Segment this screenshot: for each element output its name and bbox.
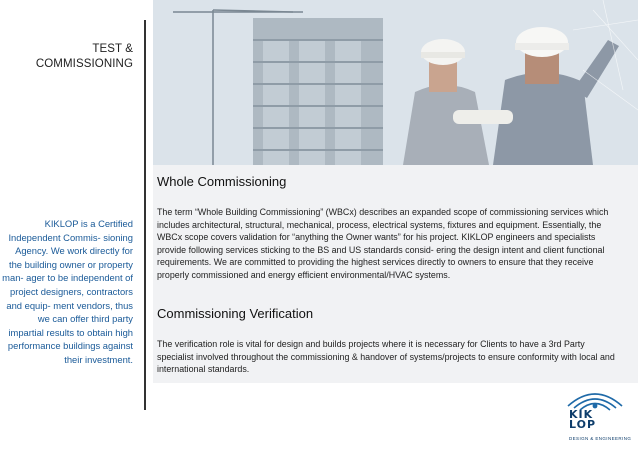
- hero-photo: [153, 0, 638, 165]
- logo-wordmark: [569, 410, 596, 430]
- vertical-divider: [144, 20, 146, 410]
- section-heading-commissioning-verification: Commissioning Verification: [157, 306, 314, 321]
- logo-tagline: DESIGN & ENGINEERING: [569, 436, 632, 441]
- section-body-whole-commissioning: The term “Whole Building Commissioning” (WBCx) describes an expanded scope of commissioning services which includes architectural, structural, mechanical, process, electrical systems, fixtures and equipment. Essentially, the WBCx scope covers validation for “anything the Owner wants” for his project. KIKLOP engineers and specialists provide following services sticking to the BS and US standards consid- ering the design intent and client functional requirements. We are committed to providing the highest services directly to owners to ensure that they receive properly commissioned and energy efficient environmental/HVAC systems.: [157, 207, 609, 280]
- section-title-line1: TEST &: [92, 43, 133, 55]
- construction-engineers-photo-icon: [153, 0, 638, 165]
- section-title: [0, 42, 133, 72]
- logo-wordmark-line2: LOP: [569, 418, 597, 431]
- section-title-line2: COMMISSIONING: [35, 58, 133, 70]
- section-heading-whole-commissioning: Whole Commissioning: [157, 174, 287, 189]
- sidebar-note: KIKLOP is a Certified Independent Commis- sioning Agency. We work directly for the building owner or property man- ager to be independent of project designers, contractors and equip- ment vendors, thus we can offer third party impartial results to obtain high performance buildings against their investment.: [2, 218, 133, 365]
- section-body-commissioning-verification: The verification role is vital for design and builds projects where it is necessary for Clients to have a 3rd Party specialist involved throughout the commissioning & handover of systems/projects to ensure conformity with local and international standards.: [157, 339, 615, 375]
- logo-wordmark-line1: KIK: [569, 408, 594, 421]
